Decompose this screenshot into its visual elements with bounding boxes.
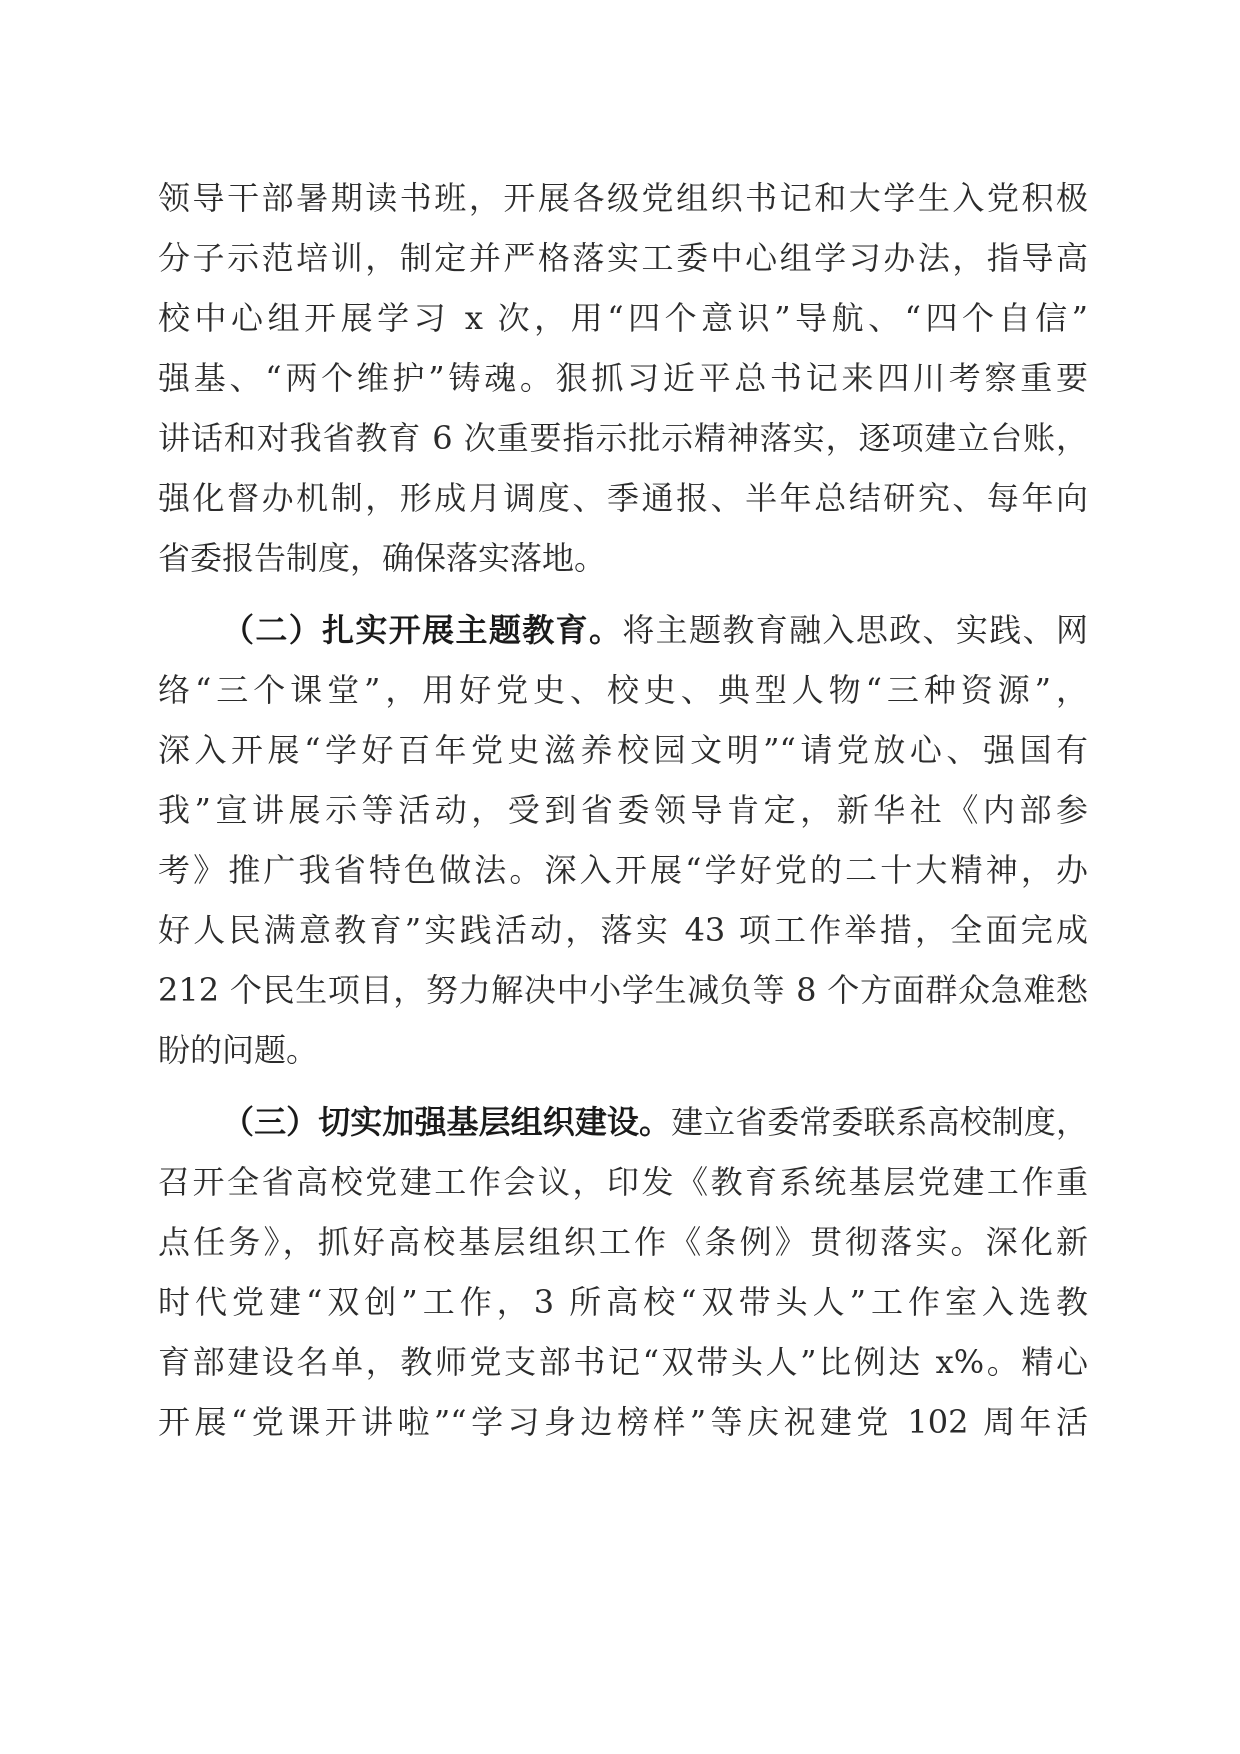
section-heading: （二）扎实开展主题教育。 <box>222 611 623 649</box>
paragraph-text: 将主题教育融入思政、实践、网 <box>622 611 1088 649</box>
paragraph-line: 分子示范培训，制定并严格落实工委中心组学习办法，指导高 <box>158 239 1088 277</box>
paragraph-line: 212 个民生项目，努力解决中小学生减负等 8 个方面群众急难愁 <box>158 971 1088 1009</box>
paragraph-line: 讲话和对我省教育 6 次重要指示批示精神落实，逐项建立台账， <box>158 419 1088 457</box>
paragraph-line: 我”宣讲展示等活动，受到省委领导肯定，新华社《内部参 <box>158 791 1088 829</box>
paragraph-line: 强化督办机制，形成月调度、季通报、半年总结研究、每年向 <box>158 479 1088 517</box>
paragraph-reading-class <box>158 168 1088 588</box>
paragraph-line: 点任务》，抓好高校基层组织工作《条例》贯彻落实。深化新 <box>158 1223 1088 1261</box>
paragraph-line: 络“三个课堂”，用好党史、校史、典型人物“三种资源”， <box>158 671 1088 709</box>
paragraph-first-line <box>158 1092 1088 1152</box>
paragraph-line: 省委报告制度，确保落实落地。 <box>158 539 607 577</box>
paragraph-grassroots-organization <box>158 1092 1088 1452</box>
paragraph-line: 育部建设名单，教师党支部书记“双带头人”比例达 x%。精心 <box>158 1343 1088 1381</box>
paragraph-line: 领导干部暑期读书班，开展各级党组织书记和大学生入党积极 <box>158 179 1088 217</box>
section-heading: （三）切实加强基层组织建设。 <box>222 1103 672 1141</box>
paragraph-line: 盼的问题。 <box>158 1031 319 1069</box>
paragraph-line: 好人民满意教育”实践活动，落实 43 项工作举措，全面完成 <box>158 911 1088 949</box>
document-page <box>158 168 1088 1452</box>
paragraph-line: 校中心组开展学习 x 次，用“四个意识”导航、“四个自信” <box>158 299 1088 337</box>
paragraph-line: 开展“党课开讲啦”“学习身边榜样”等庆祝建党 102 周年活 <box>158 1403 1088 1441</box>
paragraph-text: 建立省委常委联系高校制度， <box>671 1103 1088 1141</box>
paragraph-theme-education <box>158 600 1088 1080</box>
paragraph-line: 强基、“两个维护”铸魂。狠抓习近平总书记来四川考察重要 <box>158 359 1088 397</box>
paragraph-line: 考》推广我省特色做法。深入开展“学好党的二十大精神，办 <box>158 851 1088 889</box>
paragraph-line: 召开全省高校党建工作会议，印发《教育系统基层党建工作重 <box>158 1163 1088 1201</box>
paragraph-line: 时代党建“双创”工作，3 所高校“双带头人”工作室入选教 <box>158 1283 1088 1321</box>
paragraph-first-line <box>158 600 1088 660</box>
paragraph-line: 深入开展“学好百年党史滋养校园文明”“请党放心、强国有 <box>158 731 1088 769</box>
